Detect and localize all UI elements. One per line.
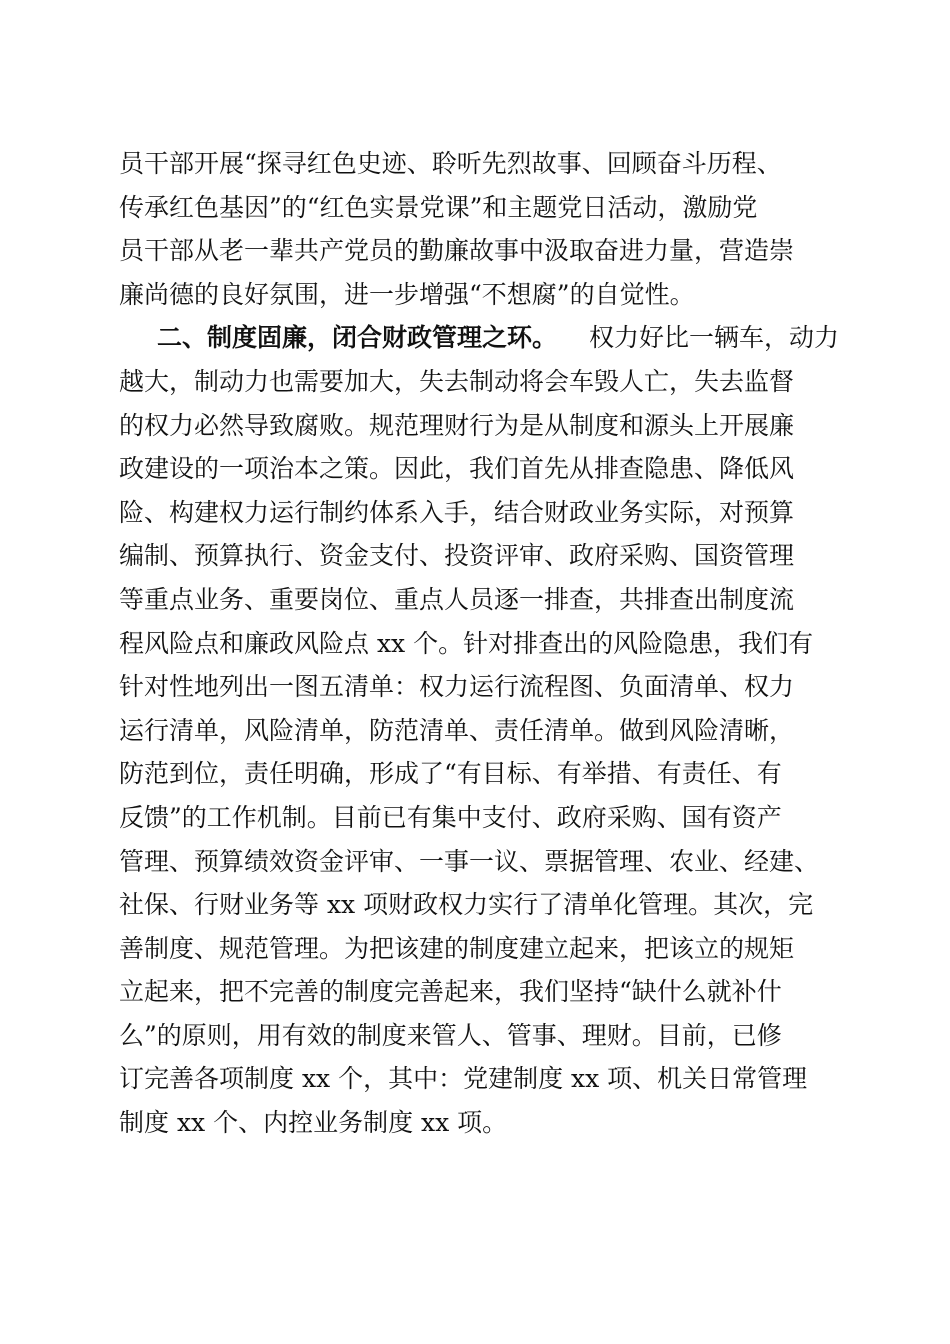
text-line: 反馈”的工作机制。目前已有集中支付、政府采购、国有资产 (119, 802, 782, 832)
text-line: 廉尚德的良好氛围，进一步增强“不想腐”的自觉性。 (119, 279, 695, 309)
text-line: 员干部从老一辈共产党员的勤廉故事中汲取奋进力量，营造崇 (119, 236, 795, 266)
text-line: 编制、预算执行、资金支付、投资评审、政府采购、国资管理 (119, 541, 795, 571)
text-line: 管理、预算绩效资金评审、一事一议、票据管理、农业、经建、 (119, 846, 820, 876)
text-line: 传承红色基因”的“红色实景党课”和主题党日活动，激励党 (119, 192, 758, 222)
text-line: 针对性地列出一图五清单：权力运行流程图、负面清单、权力 (119, 672, 795, 702)
text-line: 员干部开展“探寻红色史迹、聆听先烈故事、回顾奋斗历程、 (119, 149, 782, 178)
text-line: 社保、行财业务等 xx 项财政权力实行了清单化管理。其次，完 (119, 890, 814, 920)
text-line: 善制度、规范管理。为把该建的制度建立起来，把该立的规矩 (119, 933, 795, 963)
text-line: 防范到位，责任明确，形成了“有目标、有举措、有责任、有 (119, 759, 782, 789)
text-line: 么”的原则，用有效的制度来管人、管事、理财。目前，已修 (119, 1020, 782, 1050)
section-heading-line (119, 316, 839, 360)
text-line: 险、构建权力运行制约体系入手，结合财政业务实际，对预算 (119, 497, 795, 527)
text-line: 越大，制动力也需要加大，失去制动将会车毁人亡，失去监督 (119, 366, 795, 396)
text-line: 等重点业务、重要岗位、重点人员逐一排查，共排查出制度流 (119, 584, 795, 614)
section-heading: 二、制度固廉，闭合财政管理之环。 (157, 323, 558, 353)
document-body (119, 142, 839, 1145)
heading-line-rest: 权力好比一辆车，动力 (588, 323, 839, 353)
text-line: 的权力必然导致腐败。规范理财行为是从制度和源头上开展廉 (119, 410, 795, 440)
text-line: 立起来，把不完善的制度完善起来，我们坚持“缺什么就补什 (119, 977, 782, 1007)
text-line: 程风险点和廉政风险点 xx 个。针对排查出的风险隐患，我们有 (119, 628, 814, 658)
text-line: 运行清单，风险清单，防范清单、责任清单。做到风险清晰， (119, 715, 795, 745)
text-line: 订完善各项制度 xx 个，其中：党建制度 xx 项、机关日常管理 (119, 1064, 808, 1094)
text-line: 政建设的一项治本之策。因此，我们首先从排查隐患、降低风 (119, 454, 795, 484)
text-line: 制度 xx 个、内控业务制度 xx 项。 (119, 1108, 508, 1138)
